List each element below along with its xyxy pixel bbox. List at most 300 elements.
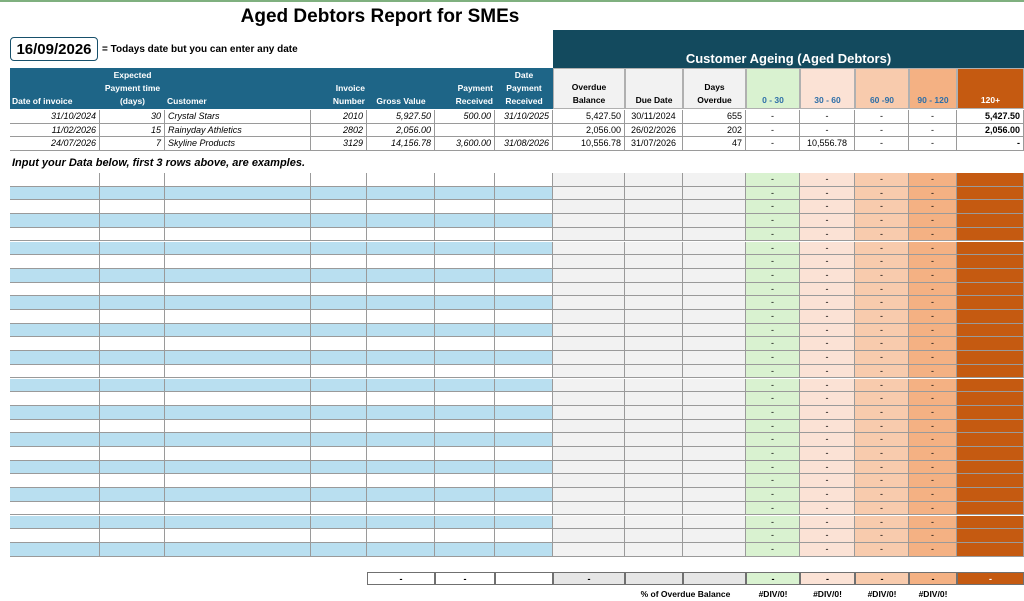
input-row-cell[interactable]: [100, 543, 165, 557]
input-row-cell[interactable]: [10, 214, 100, 228]
input-row-cell: [957, 351, 1024, 365]
input-row-cell[interactable]: [311, 420, 367, 434]
report-title: Aged Debtors Report for SMEs: [240, 6, 520, 27]
input-row-cell[interactable]: [165, 351, 311, 365]
input-row-cell[interactable]: [435, 228, 495, 242]
input-row-cell: -: [909, 433, 957, 447]
input-row-cell[interactable]: [165, 337, 311, 351]
input-row-cell: [553, 488, 625, 502]
input-row-cell: -: [800, 406, 855, 420]
input-row-cell[interactable]: [435, 474, 495, 488]
example-row-1-terms[interactable]: 15: [100, 124, 165, 138]
input-row-cell[interactable]: [165, 543, 311, 557]
input-row-cell[interactable]: [165, 474, 311, 488]
input-row-cell[interactable]: [495, 406, 553, 420]
input-row-cell: -: [855, 474, 909, 488]
input-row-cell: -: [909, 269, 957, 283]
input-row-cell: [957, 324, 1024, 338]
input-row-cell[interactable]: [100, 502, 165, 516]
input-row-cell: -: [800, 269, 855, 283]
input-row-cell[interactable]: [435, 324, 495, 338]
input-row-cell[interactable]: [435, 461, 495, 475]
input-row-cell[interactable]: [311, 255, 367, 269]
header-customer: Customer: [165, 68, 311, 109]
input-row-cell[interactable]: [495, 242, 553, 256]
header-line: Days: [704, 82, 725, 92]
input-row-cell[interactable]: [367, 488, 435, 502]
input-row-cell[interactable]: [367, 173, 435, 187]
input-row-cell[interactable]: [10, 255, 100, 269]
input-row-cell[interactable]: [165, 365, 311, 379]
input-row-cell[interactable]: [10, 269, 100, 283]
header-days-overdue: [683, 68, 746, 109]
input-row-cell[interactable]: [367, 228, 435, 242]
input-row-cell[interactable]: [435, 516, 495, 530]
input-row-cell[interactable]: [100, 406, 165, 420]
input-row-cell: [553, 351, 625, 365]
input-row-cell[interactable]: [367, 502, 435, 516]
input-row-cell: -: [800, 337, 855, 351]
input-row-cell[interactable]: [435, 406, 495, 420]
input-row-cell[interactable]: [311, 187, 367, 201]
input-row-cell[interactable]: [100, 516, 165, 530]
input-row-cell[interactable]: [495, 447, 553, 461]
input-row-cell[interactable]: [495, 420, 553, 434]
input-row-cell: -: [855, 187, 909, 201]
input-row-cell[interactable]: [10, 406, 100, 420]
input-row-cell[interactable]: [367, 324, 435, 338]
input-row-cell[interactable]: [10, 296, 100, 310]
input-row-cell[interactable]: [367, 242, 435, 256]
input-row-cell[interactable]: [10, 283, 100, 297]
input-row-cell[interactable]: [311, 310, 367, 324]
ageing-banner: Customer Ageing (Aged Debtors): [553, 30, 1024, 68]
input-row-cell[interactable]: [367, 474, 435, 488]
input-row-cell[interactable]: [10, 516, 100, 530]
input-row-cell[interactable]: [100, 296, 165, 310]
input-row-cell[interactable]: [165, 516, 311, 530]
example-row-1-date[interactable]: 11/02/2026: [10, 124, 100, 138]
input-row-cell[interactable]: [165, 200, 311, 214]
input-row-cell[interactable]: [100, 255, 165, 269]
input-row-cell[interactable]: [495, 474, 553, 488]
example-row-1-gross[interactable]: 2,056.00: [367, 124, 435, 138]
input-row-cell[interactable]: [495, 461, 553, 475]
input-row-cell[interactable]: [100, 214, 165, 228]
example-row-1-invoice[interactable]: 2802: [311, 124, 367, 138]
input-row-cell[interactable]: [311, 173, 367, 187]
input-row-cell: -: [746, 351, 800, 365]
input-row-cell[interactable]: [311, 242, 367, 256]
example-row-0-gross[interactable]: 5,927.50: [367, 110, 435, 124]
example-row-2-gross[interactable]: 14,156.78: [367, 137, 435, 151]
input-row-cell[interactable]: [495, 187, 553, 201]
input-row-cell: [553, 474, 625, 488]
input-row-cell[interactable]: [495, 296, 553, 310]
input-row-cell[interactable]: [10, 447, 100, 461]
input-row-cell: [625, 200, 683, 214]
input-row-cell[interactable]: [495, 392, 553, 406]
input-row-cell[interactable]: [435, 242, 495, 256]
input-row-cell[interactable]: [435, 187, 495, 201]
input-row-cell: [957, 173, 1024, 187]
input-row-cell[interactable]: [165, 406, 311, 420]
input-row-cell: -: [855, 447, 909, 461]
input-row-cell: -: [909, 420, 957, 434]
input-row-cell[interactable]: [435, 351, 495, 365]
input-row-cell[interactable]: [495, 529, 553, 543]
input-row-cell[interactable]: [311, 529, 367, 543]
input-row-cell[interactable]: [100, 379, 165, 393]
input-row-cell[interactable]: [311, 324, 367, 338]
input-row-cell[interactable]: [10, 433, 100, 447]
example-row-0-b2: -: [855, 110, 909, 124]
input-row-cell: [625, 283, 683, 297]
input-row-cell[interactable]: [100, 200, 165, 214]
input-row-cell[interactable]: [165, 324, 311, 338]
input-row-cell[interactable]: [495, 516, 553, 530]
input-row-cell[interactable]: [311, 337, 367, 351]
input-row-cell[interactable]: [367, 337, 435, 351]
input-row-cell: -: [909, 543, 957, 557]
input-row-cell[interactable]: [435, 200, 495, 214]
input-row-cell[interactable]: [367, 296, 435, 310]
example-row-0-date[interactable]: 31/10/2024: [10, 110, 100, 124]
input-row-cell[interactable]: [165, 529, 311, 543]
input-row-cell[interactable]: [435, 173, 495, 187]
input-row-cell: -: [800, 447, 855, 461]
input-row-cell[interactable]: [435, 337, 495, 351]
input-row-cell: -: [909, 324, 957, 338]
input-row-cell[interactable]: [435, 447, 495, 461]
example-row-0-invoice[interactable]: 2010: [311, 110, 367, 124]
input-row-cell[interactable]: [311, 351, 367, 365]
input-row-cell[interactable]: [367, 214, 435, 228]
example-row-1-days: 202: [683, 124, 746, 138]
input-row-cell[interactable]: [435, 269, 495, 283]
input-row-cell[interactable]: [495, 365, 553, 379]
input-row-cell[interactable]: [435, 255, 495, 269]
input-row-cell[interactable]: [367, 433, 435, 447]
input-row-cell[interactable]: [435, 488, 495, 502]
input-row-cell[interactable]: [165, 173, 311, 187]
input-row-cell[interactable]: [311, 516, 367, 530]
input-row-cell[interactable]: [495, 543, 553, 557]
input-row-cell: -: [855, 461, 909, 475]
input-row-cell[interactable]: [10, 228, 100, 242]
input-row-cell[interactable]: [435, 296, 495, 310]
input-row-cell[interactable]: [100, 351, 165, 365]
header-expected-payment-time: [100, 68, 165, 109]
input-row-cell: -: [800, 187, 855, 201]
input-row-cell[interactable]: [367, 283, 435, 297]
input-row-cell[interactable]: [100, 447, 165, 461]
input-row-cell[interactable]: [367, 379, 435, 393]
input-row-cell[interactable]: [367, 420, 435, 434]
input-row-cell[interactable]: [495, 173, 553, 187]
input-row-cell[interactable]: [165, 255, 311, 269]
input-row-cell: [553, 529, 625, 543]
input-row-cell[interactable]: [100, 310, 165, 324]
input-row-cell[interactable]: [435, 420, 495, 434]
input-row-cell[interactable]: [367, 529, 435, 543]
input-row-cell: [553, 433, 625, 447]
input-row-cell[interactable]: [165, 269, 311, 283]
total-blank: [495, 572, 553, 585]
input-row-cell: [553, 228, 625, 242]
input-row-cell[interactable]: [495, 228, 553, 242]
input-row-cell[interactable]: [10, 461, 100, 475]
input-row-cell[interactable]: [311, 406, 367, 420]
input-row-cell[interactable]: [311, 474, 367, 488]
input-row-cell[interactable]: [367, 187, 435, 201]
input-row-cell[interactable]: [100, 228, 165, 242]
input-row-cell[interactable]: [495, 502, 553, 516]
percent-bucket-2: #DIV/0!: [867, 589, 897, 599]
input-row-cell[interactable]: [165, 488, 311, 502]
example-row-2-date[interactable]: 24/07/2026: [10, 137, 100, 151]
input-row-cell[interactable]: [10, 543, 100, 557]
input-row-cell[interactable]: [10, 392, 100, 406]
example-row-0-overdue: 5,427.50: [553, 110, 625, 124]
example-row-2-paid-date[interactable]: 31/08/2026: [495, 137, 553, 151]
input-row-cell[interactable]: [311, 502, 367, 516]
example-row-1-paid-date[interactable]: [495, 124, 553, 138]
input-row-cell[interactable]: [100, 324, 165, 338]
input-row-cell[interactable]: [311, 269, 367, 283]
input-row-cell[interactable]: [165, 296, 311, 310]
input-row-cell[interactable]: [100, 392, 165, 406]
input-row-cell[interactable]: [311, 447, 367, 461]
example-row-0-customer[interactable]: Crystal Stars: [165, 110, 311, 124]
input-row-cell[interactable]: [165, 310, 311, 324]
input-row-cell[interactable]: [435, 543, 495, 557]
input-row-cell[interactable]: [367, 543, 435, 557]
input-row-cell[interactable]: [10, 173, 100, 187]
example-row-0-paid[interactable]: 500.00: [435, 110, 495, 124]
input-row-cell: [553, 283, 625, 297]
input-row-cell[interactable]: [10, 324, 100, 338]
header-line: Overdue: [571, 82, 607, 92]
input-row-cell[interactable]: [100, 529, 165, 543]
input-row-cell[interactable]: [495, 379, 553, 393]
example-row-0-b4: 5,427.50: [957, 110, 1024, 124]
input-row-cell[interactable]: [165, 228, 311, 242]
input-row-cell[interactable]: [367, 200, 435, 214]
input-row-cell: -: [800, 543, 855, 557]
input-row-cell: -: [855, 228, 909, 242]
input-row-cell: -: [746, 200, 800, 214]
input-row-cell[interactable]: [165, 461, 311, 475]
input-row-cell: [683, 337, 746, 351]
input-row-cell: -: [746, 228, 800, 242]
example-row-0-b1: -: [800, 110, 855, 124]
input-row-cell[interactable]: [165, 283, 311, 297]
input-row-cell: [957, 337, 1024, 351]
input-row-cell[interactable]: [367, 269, 435, 283]
input-row-cell: -: [800, 502, 855, 516]
example-row-2-terms[interactable]: 7: [100, 137, 165, 151]
input-row-cell[interactable]: [435, 392, 495, 406]
input-row-cell[interactable]: [100, 433, 165, 447]
input-row-cell[interactable]: [10, 242, 100, 256]
input-row-cell[interactable]: [311, 200, 367, 214]
input-row-cell: [957, 543, 1024, 557]
input-row-cell[interactable]: [165, 433, 311, 447]
example-row-2-b2: -: [855, 137, 909, 151]
input-row-cell: -: [855, 173, 909, 187]
input-row-cell: [957, 187, 1024, 201]
input-row-cell: -: [909, 406, 957, 420]
example-row-0-paid-date[interactable]: 31/10/2025: [495, 110, 553, 124]
input-row-cell[interactable]: [311, 543, 367, 557]
example-row-1-b3: -: [909, 124, 957, 138]
input-row-cell[interactable]: [311, 461, 367, 475]
input-row-cell[interactable]: [435, 502, 495, 516]
input-row-cell[interactable]: [311, 365, 367, 379]
input-row-cell[interactable]: [311, 488, 367, 502]
input-row-cell[interactable]: [367, 255, 435, 269]
input-row-cell[interactable]: [311, 433, 367, 447]
input-row-cell[interactable]: [10, 310, 100, 324]
input-row-cell[interactable]: [165, 242, 311, 256]
input-row-cell[interactable]: [10, 351, 100, 365]
input-row-cell[interactable]: [10, 502, 100, 516]
input-row-cell[interactable]: [311, 228, 367, 242]
input-row-cell[interactable]: [435, 310, 495, 324]
input-row-cell[interactable]: [100, 337, 165, 351]
input-row-cell[interactable]: [311, 283, 367, 297]
input-row-cell[interactable]: [367, 461, 435, 475]
input-row-cell[interactable]: [100, 488, 165, 502]
input-row-cell: [625, 392, 683, 406]
header-line: Expected: [113, 70, 152, 80]
example-row-2-due: 31/07/2026: [625, 137, 683, 151]
input-row-cell[interactable]: [495, 433, 553, 447]
input-row-cell: [683, 324, 746, 338]
input-row-cell[interactable]: [311, 379, 367, 393]
input-row-cell[interactable]: [165, 379, 311, 393]
input-row-cell[interactable]: [10, 200, 100, 214]
input-row-cell[interactable]: [100, 420, 165, 434]
input-row-cell: [625, 379, 683, 393]
input-row-cell[interactable]: [10, 420, 100, 434]
input-row-cell[interactable]: [10, 187, 100, 201]
input-row-cell[interactable]: [367, 365, 435, 379]
input-row-cell[interactable]: [435, 379, 495, 393]
input-row-cell: [957, 516, 1024, 530]
input-row-cell: -: [800, 324, 855, 338]
example-row-2-invoice[interactable]: 3129: [311, 137, 367, 151]
input-row-cell[interactable]: [435, 283, 495, 297]
input-row-cell[interactable]: [165, 392, 311, 406]
input-row-cell[interactable]: [165, 447, 311, 461]
input-row-cell[interactable]: [495, 310, 553, 324]
input-row-cell[interactable]: [100, 474, 165, 488]
input-row-cell[interactable]: [100, 461, 165, 475]
input-row-cell[interactable]: [495, 324, 553, 338]
input-row-cell: [625, 502, 683, 516]
input-row-cell[interactable]: [10, 337, 100, 351]
input-row-cell[interactable]: [311, 214, 367, 228]
input-row-cell[interactable]: [435, 529, 495, 543]
input-row-cell: -: [855, 200, 909, 214]
percent-of-overdue-label: % of Overdue Balance: [640, 589, 731, 599]
input-row-cell[interactable]: [495, 488, 553, 502]
total-overdue: -: [553, 572, 625, 585]
input-row-cell[interactable]: [165, 187, 311, 201]
input-row-cell: [957, 269, 1024, 283]
input-row-cell: [553, 173, 625, 187]
input-row-cell: -: [909, 379, 957, 393]
input-row-cell: [683, 529, 746, 543]
input-row-cell[interactable]: [100, 283, 165, 297]
input-row-cell[interactable]: [311, 392, 367, 406]
input-row-cell: [625, 433, 683, 447]
input-row-cell[interactable]: [435, 365, 495, 379]
input-row-cell: [553, 420, 625, 434]
input-row-cell[interactable]: [367, 351, 435, 365]
example-row-1-paid[interactable]: [435, 124, 495, 138]
input-row-cell[interactable]: [311, 296, 367, 310]
input-row-cell[interactable]: [10, 488, 100, 502]
input-row-cell[interactable]: [10, 365, 100, 379]
input-row-cell[interactable]: [10, 529, 100, 543]
input-row-cell[interactable]: [495, 200, 553, 214]
input-row-cell[interactable]: [495, 255, 553, 269]
input-row-cell[interactable]: [367, 447, 435, 461]
example-row-0-terms[interactable]: 30: [100, 110, 165, 124]
input-row-cell[interactable]: [165, 420, 311, 434]
input-row-cell[interactable]: [367, 406, 435, 420]
input-row-cell[interactable]: [10, 474, 100, 488]
input-row-cell[interactable]: [367, 392, 435, 406]
input-row-cell: -: [909, 283, 957, 297]
input-row-cell: -: [800, 516, 855, 530]
input-row-cell[interactable]: [100, 242, 165, 256]
input-row-cell[interactable]: [495, 337, 553, 351]
input-row-cell[interactable]: [10, 379, 100, 393]
report-date-input[interactable]: 16/09/2026: [10, 37, 98, 61]
input-row-cell[interactable]: [495, 351, 553, 365]
input-row-cell[interactable]: [165, 214, 311, 228]
input-row-cell[interactable]: [495, 214, 553, 228]
input-row-cell: [683, 283, 746, 297]
input-row-cell[interactable]: [100, 173, 165, 187]
example-row-2-paid[interactable]: 3,600.00: [435, 137, 495, 151]
example-row-2-days: 47: [683, 137, 746, 151]
input-row-cell[interactable]: [435, 214, 495, 228]
input-row-cell: -: [746, 488, 800, 502]
example-row-2-customer[interactable]: Skyline Products: [165, 137, 311, 151]
input-row-cell[interactable]: [100, 187, 165, 201]
input-row-cell[interactable]: [165, 502, 311, 516]
input-row-cell[interactable]: [367, 310, 435, 324]
input-row-cell[interactable]: [100, 269, 165, 283]
input-row-cell: -: [909, 228, 957, 242]
input-row-cell[interactable]: [435, 433, 495, 447]
input-row-cell: [625, 420, 683, 434]
input-row-cell: [957, 474, 1024, 488]
input-row-cell[interactable]: [495, 269, 553, 283]
input-row-cell: -: [855, 488, 909, 502]
input-row-cell[interactable]: [100, 365, 165, 379]
input-row-cell[interactable]: [495, 283, 553, 297]
input-row-cell: [957, 283, 1024, 297]
input-row-cell: -: [746, 406, 800, 420]
example-row-1-customer[interactable]: Rainyday Athletics: [165, 124, 311, 138]
input-row-cell[interactable]: [367, 516, 435, 530]
